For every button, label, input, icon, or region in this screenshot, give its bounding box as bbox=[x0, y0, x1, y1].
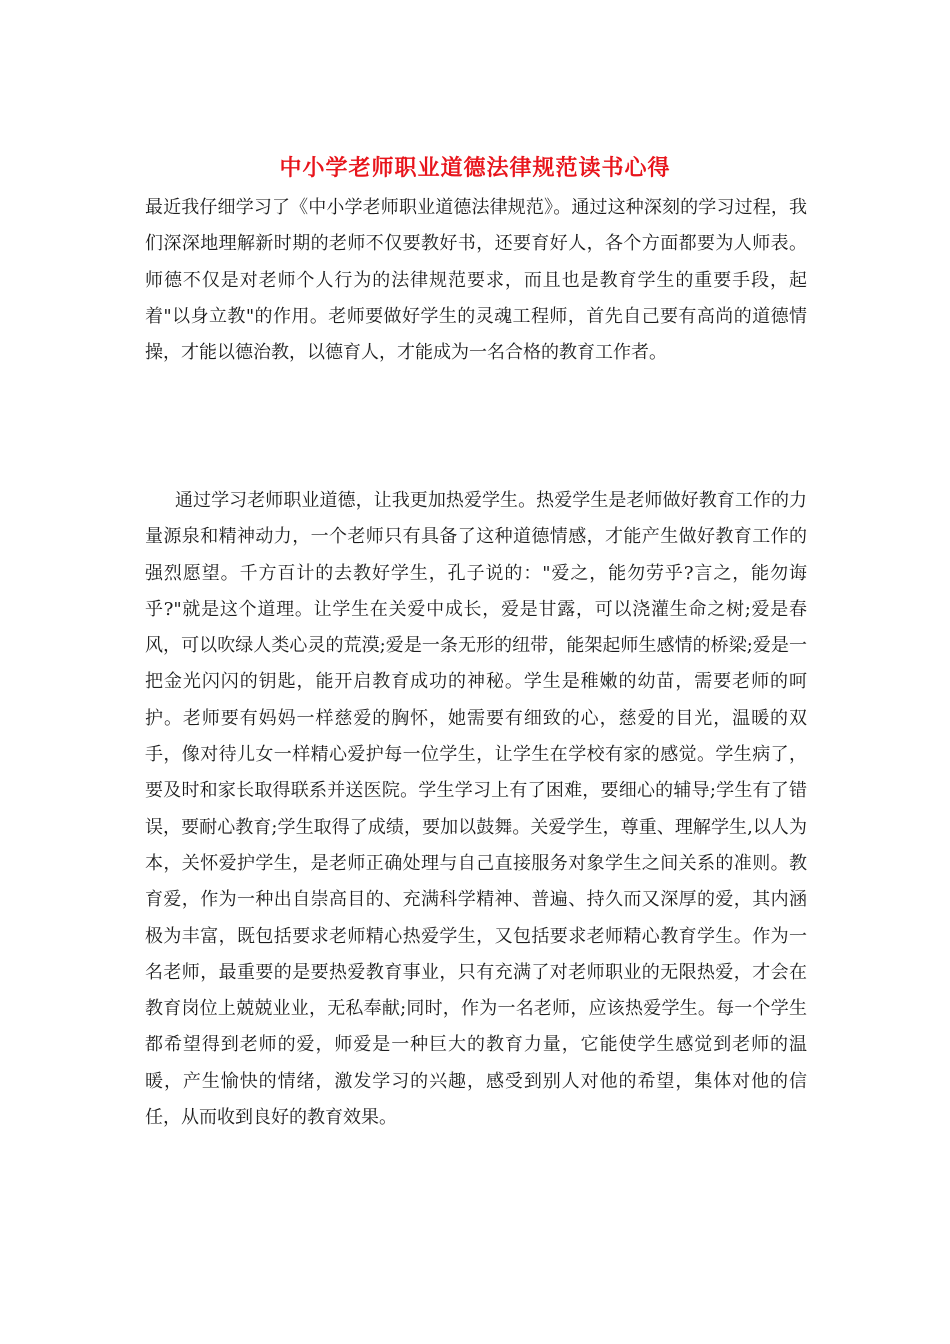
document-title: 中小学老师职业道德法律规范读书心得 bbox=[279, 155, 671, 181]
paragraph-intro: 最近我仔细学习了《中小学老师职业道德法律规范》。通过这种深刻的学习过程，我们深深地理解新时期的老师不仅要教好书，还要育好人，各个方面都要为人师表。师德不仅是对老师个人行为的法律规范要求，而且也是教育学生的重要手段，起着"以身立教"的作用。老师要做好学生的灵魂工程师，首先自己要有高尚的道德情操，才能以德治教，以德育人，才能成为一名合格的教育工作者。 bbox=[145, 197, 807, 364]
paragraph-body: 通过学习老师职业道德，让我更加热爱学生。热爱学生是老师做好教育工作的力量源泉和精神动力，一个老师只有具备了这种道德情感，才能产生做好教育工作的强烈愿望。千方百计的去教好学生，孔子说的："爱之，能勿劳乎?言之，能勿诲乎?"就是这个道理。让学生在关爱中成长，爱是甘露，可以浇灌生命之树;爱是春风，可以吹绿人类心灵的荒漠;爱是一条无形的纽带，能架起师生感情的桥梁;爱是一把金光闪闪的钥匙，能开启教育成功的神秘。学生是稚嫩的幼苗，需要老师的呵护。老师要有妈妈一样慈爱的胸怀，她需要有细致的心，慈爱的目光，温暖的双手，像对待儿女一样精心爱护每一位学生，让学生在学校有家的感觉。学生病了，要及时和家长取得联系并送医院。学生学习上有了困难，要细心的辅导;学生有了错误，要耐心教育;学生取得了成绩，要加以鼓舞。关爱学生，尊重、理解学生,以人为本，关怀爱护学生，是老师正确处理与自己直接服务对象学生之间关系的准则。教育爱，作为一种出自崇高目的、充满科学精神、普遍、持久而又深厚的爱，其内涵极为丰富，既包括要求老师精心热爱学生，又包括要求老师精心教育学生。作为一名老师，最重要的是要热爱教育事业，只有充满了对老师职业的无限热爱，才会在教育岗位上兢兢业业，无私奉献;同时，作为一名老师，应该热爱学生。每一个学生都希望得到老师的爱，师爱是一种巨大的教育力量，它能使学生感觉到老师的温暖，产生愉快的情绪，激发学习的兴趣，感受到别人对他的希望，集体对他的信任，从而收到良好的教育效果。 bbox=[145, 490, 807, 1129]
